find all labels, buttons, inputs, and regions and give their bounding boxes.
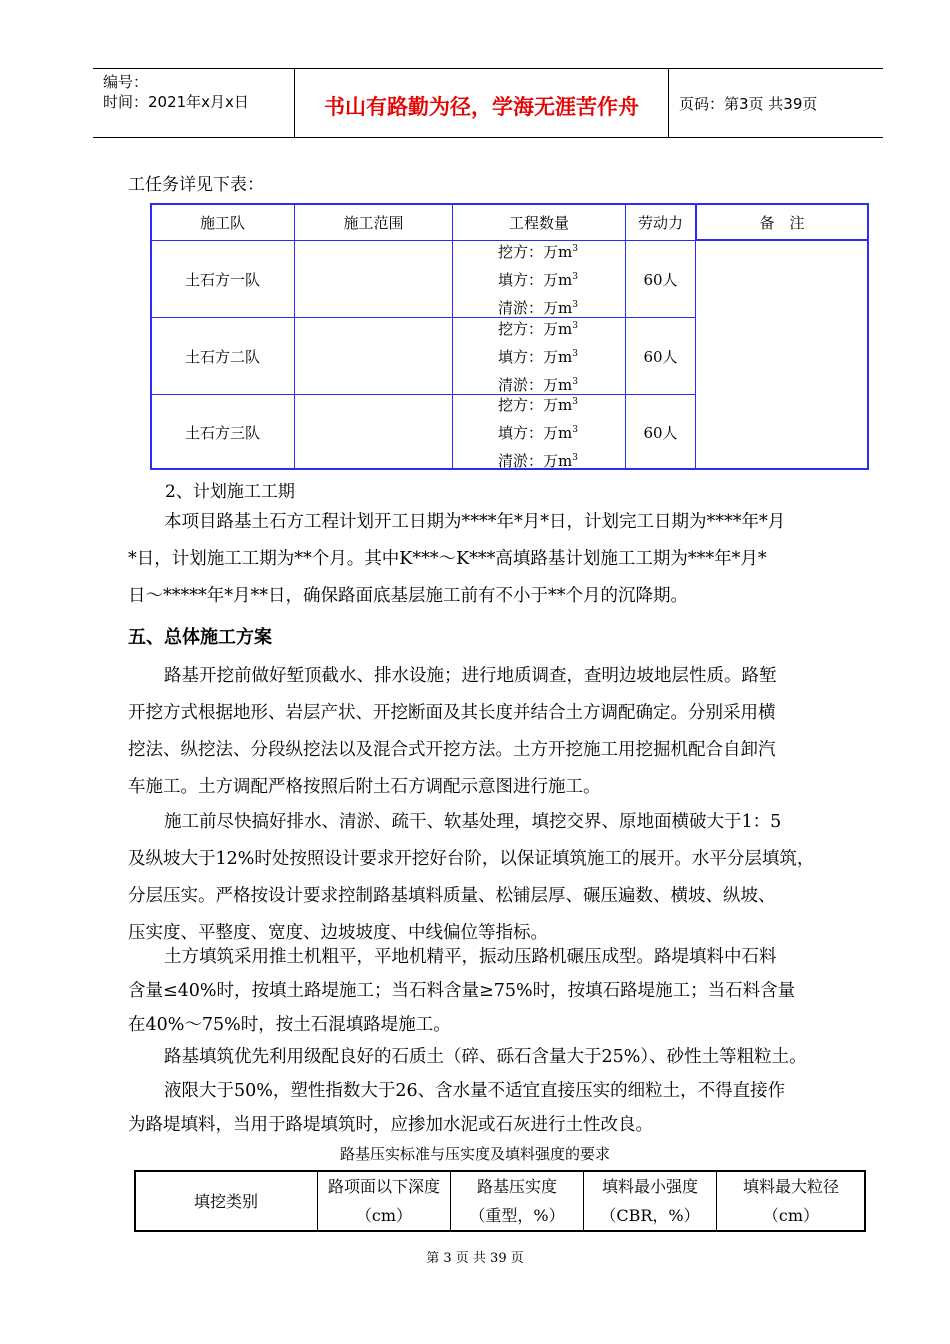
team-header-remark: 备 注 <box>695 203 869 241</box>
qty-line: 挖方：万m <box>498 243 573 261</box>
header-unit: （cm） <box>355 1206 413 1225</box>
header-meta-cell <box>93 69 295 137</box>
team-header-labor: 劳动力 <box>625 203 696 241</box>
page-label: 页码：第3页 共39页 <box>679 95 818 113</box>
qty-line: 挖方：万m <box>498 396 573 414</box>
paragraph-1 <box>128 658 853 806</box>
qty-line: 清淤：万m <box>498 299 573 317</box>
paragraph-3 <box>128 940 853 1042</box>
compaction-table <box>134 1170 866 1232</box>
header-text: 路项面以下深度 <box>327 1177 440 1196</box>
text-line: 车施工。土方调配严格按照后附土石方调配示意图进行施工。 <box>128 777 601 797</box>
motto: 书山有路勤为径，学海无涯苦作舟 <box>324 95 639 119</box>
text-line: *日，计划施工工期为**个月。其中K***～K***高填路基计划施工工期为***年*月* <box>128 549 767 569</box>
header-motto-cell <box>295 69 669 137</box>
compaction-header-size <box>716 1170 866 1232</box>
team-row-3-range <box>294 394 453 470</box>
team-header-qty: 工程数量 <box>452 203 626 241</box>
header-text: 填挖类别 <box>193 1191 258 1211</box>
header-unit: （重型，%） <box>469 1206 565 1225</box>
text-line: 路基开挖前做好堑顶截水、排水设施；进行地质调查，查明边坡地层性质。路堑 <box>164 666 777 686</box>
text-line: 本项目路基土石方工程计划开工日期为****年*月*日，计划完工日期为****年*月 <box>164 512 786 532</box>
paragraph-4 <box>128 1040 853 1142</box>
qty-line: 填方：万m <box>498 271 573 289</box>
page-header <box>93 68 883 138</box>
team-row-1-range <box>294 240 453 318</box>
text-line: 为路堤填料，当用于路堤填筑时，应掺加水泥或石灰进行土性改良。 <box>128 1115 653 1135</box>
intro-line: 工任务详见下表： <box>128 175 264 195</box>
text-line: 在40%～75%时，按土石混填路堤施工。 <box>128 1015 451 1035</box>
team-header-range: 施工范围 <box>294 203 453 241</box>
qty-line: 填方：万m <box>498 424 573 442</box>
team-remark-cell <box>695 240 869 470</box>
text-line: 施工前尽快搞好排水、清淤、疏干、软基处理，填挖交界、原地面横破大于1：5 <box>164 812 782 832</box>
text-line: 挖法、纵挖法、分段纵挖法以及混合式开挖方法。土方开挖施工用挖掘机配合自卸汽 <box>128 740 776 760</box>
header-text: 路基压实度 <box>476 1177 557 1196</box>
table-2-caption: 路基压实标准与压实度及填料强度的要求 <box>339 1145 610 1163</box>
team-row-2-range <box>294 317 453 395</box>
header-unit: （cm） <box>762 1206 820 1225</box>
paragraph-2 <box>128 804 853 952</box>
time-label: 时间：2021年x月x日 <box>103 93 249 111</box>
text-line: 及纵坡大于12%时处按照设计要求开挖好台阶，以保证填筑施工的展开。水平分层填筑， <box>128 849 815 869</box>
team-row-2-qty: 挖方：万$m^3$ 填方：万$m^3$ 清淤：万$m^3$ <box>452 317 626 395</box>
page-footer: 第 3 页 共 39 页 <box>426 1251 524 1266</box>
code-label: 编号： <box>103 73 149 91</box>
team-row-1-qty: 挖方：万$m^3$ 填方：万$m^3$ 清淤：万$m^3$ <box>452 240 626 318</box>
text-line: 日～*****年*月**日，确保路面底基层施工前有不小于**个月的沉降期。 <box>128 586 688 606</box>
team-header-team: 施工队 <box>150 203 295 241</box>
header-page-cell <box>669 69 883 137</box>
text-line: 液限大于50%，塑性指数大于26、含水量不适宜直接压实的细粒土，不得直接作 <box>164 1081 786 1101</box>
compaction-header-type <box>134 1170 318 1232</box>
text-line: 路基填筑优先利用级配良好的石质土（碎、砾石含量大于25%）、砂性土等粗粒土。 <box>164 1047 807 1067</box>
text-line: 开挖方式根据地形、岩层产状、开挖断面及其长度并结合土方调配确定。分别采用横 <box>128 703 776 723</box>
text-line: 分层压实。严格按设计要求控制路基填料质量、松铺层厚、碾压遍数、横坡、纵坡、 <box>128 886 776 906</box>
team-row-1-team: 土石方一队 <box>150 240 295 318</box>
text-line: 土方填筑采用推土机粗平，平地机精平，振动压路机碾压成型。路堤填料中石料 <box>164 947 777 967</box>
header-unit: （CBR，%） <box>600 1206 700 1225</box>
qty-line: 挖方：万m <box>498 320 573 338</box>
compaction-header-strength <box>583 1170 717 1232</box>
compaction-header-depth <box>317 1170 451 1232</box>
team-row-2-team: 土石方二队 <box>150 317 295 395</box>
qty-line: 清淤：万m <box>498 376 573 394</box>
header-text: 填料最大粒径 <box>742 1177 839 1196</box>
text-line: 压实度、平整度、宽度、边坡坡度、中线偏位等指标。 <box>128 923 548 943</box>
team-row-3-team: 土石方三队 <box>150 394 295 470</box>
team-table <box>150 203 869 470</box>
header-text: 填料最小强度 <box>601 1177 698 1196</box>
qty-line: 清淤：万m <box>498 452 573 470</box>
section-2-title: 2、计划施工工期 <box>165 482 295 502</box>
team-row-3-labor: 60人 <box>625 394 696 470</box>
team-row-1-labor: 60人 <box>625 240 696 318</box>
schedule-paragraph <box>128 504 853 615</box>
team-row-2-labor: 60人 <box>625 317 696 395</box>
team-row-3-qty: 挖方：万$m^3$ 填方：万$m^3$ 清淤：万$m^3$ <box>452 394 626 470</box>
compaction-header-degree <box>450 1170 584 1232</box>
text-line: 含量≤40%时，按填土路堤施工；当石料含量≥75%时，按填石路堤施工；当石料含量 <box>128 981 796 1001</box>
section-5-title: 五、总体施工方案 <box>128 627 272 648</box>
qty-line: 填方：万m <box>498 348 573 366</box>
